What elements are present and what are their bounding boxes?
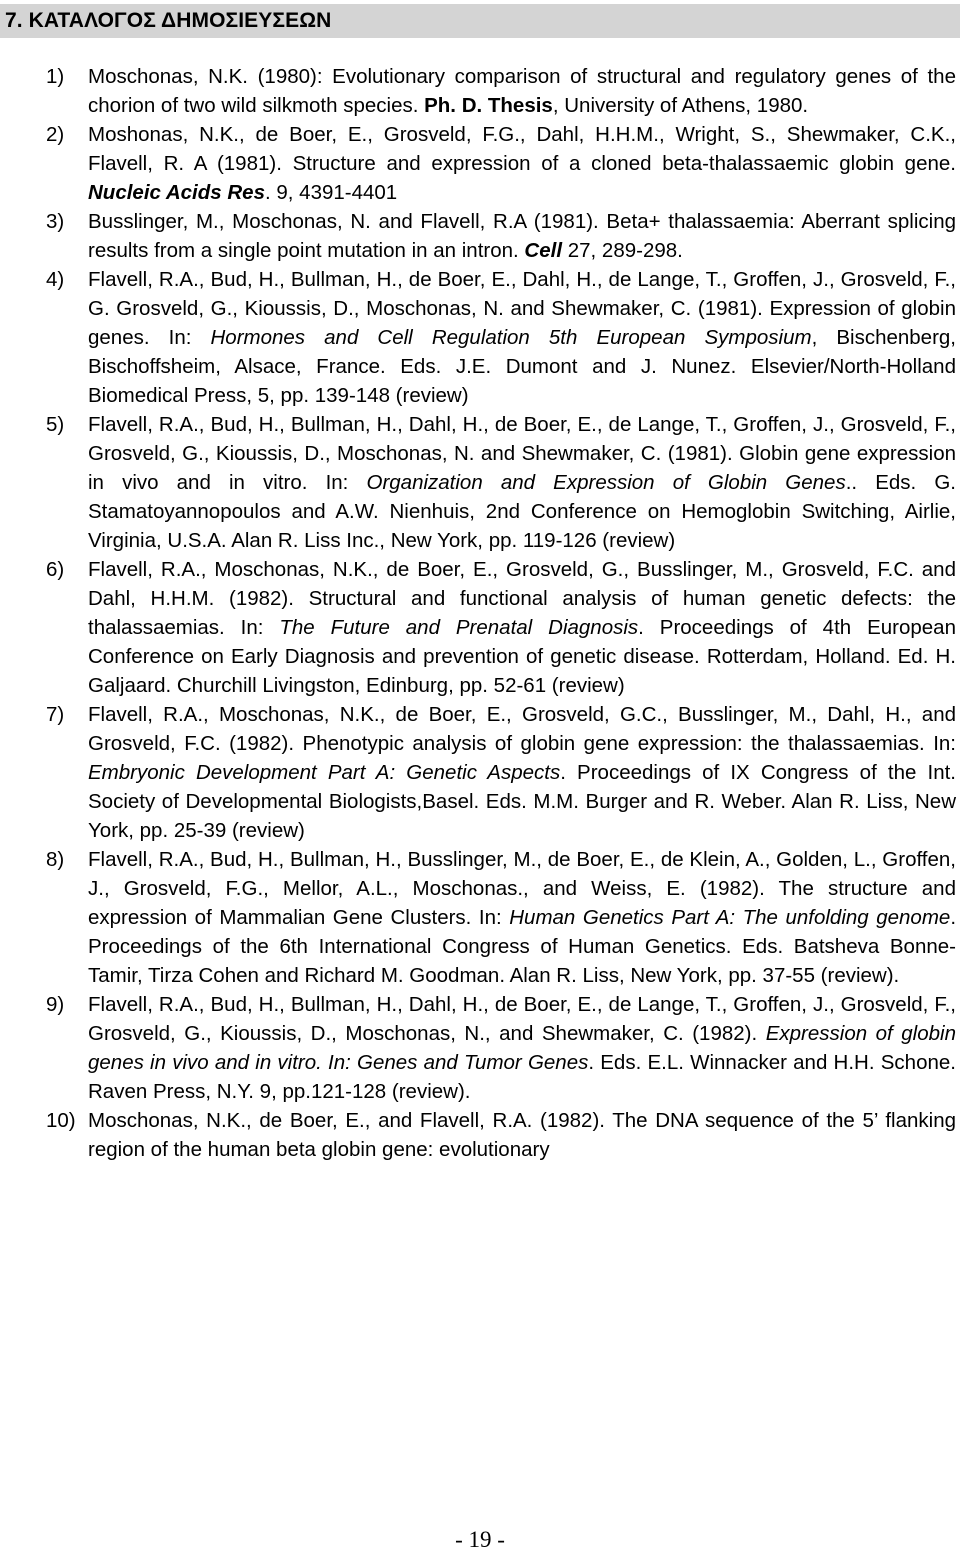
reference-item [0, 62, 960, 120]
reference-text: Flavell, R.A., Moschonas, N.K., de Boer, E., Grosveld, G.C., Busslinger, M., Dahl, H., and Grosveld, F.C. (1982). Phenotypic analysis of globin gene expression: the thalassaemias. In: [88, 703, 956, 755]
reference-text: Flavell, R.A., Bud, H., Bullman, H., Dahl, H., de Boer, E., de Lange, T., Groffen, J., Grosveld, F., Grosveld, G., Kioussis, D., Moschonas, N., and Shewmaker, C. (1982). [88, 993, 956, 1045]
reference-emphasis: Nucleic Acids Res [88, 181, 265, 204]
reference-number: 10) [46, 1109, 76, 1132]
reference-text: Flavell, R.A., Bud, H., Bullman, H., Dahl, H., de Boer, E., de Lange, T., Groffen, J., Grosveld, F., Grosveld, G., Kioussis, D., Moschonas, N. and Shewmaker, C. (1981). Globin gene expression in vivo and in vitro. In: [88, 413, 956, 494]
reference-text: . 9, 4391-4401 [264, 181, 398, 204]
reference-emphasis: Ph. D. Thesis [424, 94, 553, 117]
reference-item [0, 265, 960, 410]
reference-item [0, 700, 960, 845]
reference-text: Moschonas, N.K. (1980): Evolutionary comparison of structural and regulatory genes of the chorion of two wild silkmoth species. [88, 65, 956, 117]
reference-number: 4) [46, 268, 65, 291]
reference-emphasis: Hormones and Cell Regulation 5th European Symposium [210, 326, 812, 349]
reference-emphasis: The Future and Prenatal Diagnosis [279, 616, 639, 639]
reference-number: 2) [46, 123, 65, 146]
page-number: - 19 - [455, 1527, 505, 1552]
reference-text: 27, 289-298. [562, 239, 683, 262]
reference-text: .. Eds. G. Stamatoyannopoulos and A.W. Nienhuis, 2nd Conference on Hemoglobin Switching, Airlie, Virginia, U.S.A. Alan R. Liss Inc., New York, pp. 119-126 (review) [88, 471, 956, 552]
reference-item [0, 555, 960, 700]
reference-text: Flavell, R.A., Bud, H., Bullman, H., Busslinger, M., de Boer, E., de Klein, A., Golden, L., Groffen, J., Grosveld, F.G., Mellor, A.L., Moschonas., and Weiss, E. (1982). The structure and expression of Mammalian Gene Clusters. In: [88, 848, 956, 929]
reference-text: , University of Athens, 1980. [552, 94, 809, 117]
reference-number: 3) [46, 210, 65, 233]
reference-text: Moschonas, N.K., de Boer, E., and Flavell, R.A. (1982). The DNA sequence of the 5’ flanking region of the human beta globin gene: evolutionary [88, 1109, 956, 1161]
reference-number: 5) [46, 413, 65, 436]
reference-number: 8) [46, 848, 65, 871]
reference-emphasis: Embryonic Development Part A: Genetic Aspects [88, 761, 561, 784]
reference-list [0, 62, 960, 1164]
reference-number: 9) [46, 993, 65, 1016]
reference-emphasis: Cell [524, 239, 563, 262]
reference-text: Moshonas, N.K., de Boer, E., Grosveld, F.G., Dahl, H.H.M., Wright, S., Shewmaker, C.K., Flavell, R. A (1981). Structure and expression of a cloned beta-thalassaemic globin gene. [88, 123, 956, 175]
reference-text: Busslinger, M., Moschonas, N. and Flavell, R.A (1981). Beta+ thalassaemia: Aberrant splicing results from a single point mutation in an intron. [88, 210, 956, 262]
reference-item [0, 1106, 960, 1164]
reference-emphasis: Human Genetics Part A: The unfolding genome [509, 906, 951, 929]
reference-item [0, 120, 960, 207]
reference-text: Flavell, R.A., Moschonas, N.K., de Boer, E., Grosveld, G., Busslinger, M., Grosveld, F.C. and Dahl, H.H.M. (1982). Structural and functional analysis of human genetic defects: the thalassaemias. In: [88, 558, 956, 639]
reference-text: . Proceedings of IX Congress of the Int. Society of Developmental Biologists,Basel. Eds. M.M. Burger and R. Weber. Alan R. Liss, New York, pp. 25-39 (review) [88, 761, 956, 842]
reference-item [0, 845, 960, 990]
reference-text: . Proceedings of 4th European Conference on Early Diagnosis and prevention of genetic disease. Rotterdam, Holland. Ed. H. Galjaard. Churchill Livingston, Edinburg, pp. 52-61 (review) [88, 616, 956, 697]
section-header [0, 4, 960, 38]
reference-emphasis: Organization and Expression of Globin Genes [366, 471, 846, 494]
reference-item [0, 207, 960, 265]
reference-text: Flavell, R.A., Bud, H., Bullman, H., de Boer, E., Dahl, H., de Lange, T., Groffen, J., Grosveld, F., G. Grosveld, G., Kioussis, D., Moschonas, N. and Shewmaker, C. (1981). Expression of globin genes. In: [88, 268, 956, 349]
reference-item [0, 990, 960, 1106]
reference-emphasis: Expression of globin genes in vivo and in vitro. In: Genes and Tumor Genes [88, 1022, 956, 1074]
reference-item [0, 410, 960, 555]
reference-number: 6) [46, 558, 65, 581]
reference-number: 1) [46, 65, 65, 88]
reference-text: . Proceedings of the 6th International Congress of Human Genetics. Eds. Batsheva Bonne-Tamir, Tirza Cohen and Richard M. Goodman. Alan R. Liss, New York, pp. 37-55 (review). [88, 906, 957, 987]
reference-text: . Eds. E.L. Winnacker and H.H. Schone. Raven Press, N.Y. 9, pp.121-128 (review). [88, 1051, 956, 1103]
reference-text: , Bischenberg, Bischoffsheim, Alsace, France. Eds. J.E. Dumont and J. Nunez. Elsevier/North-Holland Biomedical Press, 5, pp. 139-148 (review) [88, 326, 956, 407]
reference-number: 7) [46, 703, 65, 726]
section-title: 7. ΚΑΤΑΛΟΓΟΣ ΔΗΜΟΣΙΕΥΣΕΩΝ [5, 9, 332, 32]
